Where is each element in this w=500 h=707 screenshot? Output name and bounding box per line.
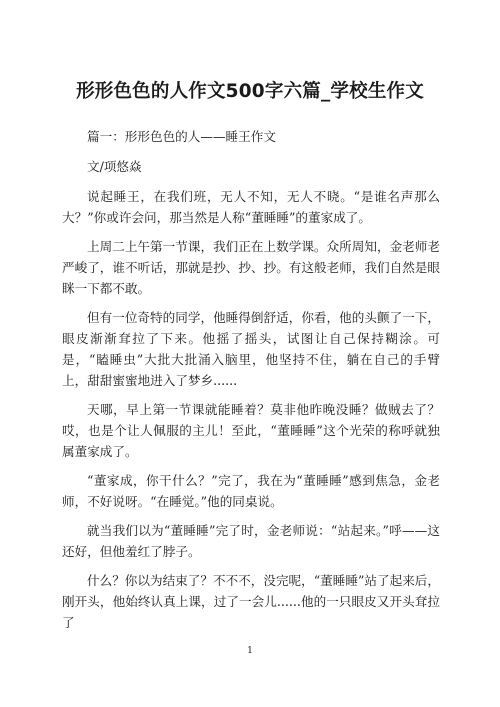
paragraph-5: “董家成，你干什么？”完了，我在为“董睡睡”感到焦急，金老师，不好说呀。“在睡觉。”他的同桌说。	[62, 473, 440, 509]
page-number: 1	[247, 646, 253, 656]
paragraph-3: 但有一位奇特的同学，他睡得倒舒适，你看，他的头颤了一下，眼皮渐渐耷拉了下来。他摇了摇头，试图让自己保持糊涂。可是，“瞌睡虫”大批大批涌入脑里，他坚持不住，躺在自己的手臂上，甜甜蜜蜜地进入了梦乡......	[62, 310, 440, 388]
document-body	[62, 126, 440, 641]
paragraph-6: 就当我们以为“董睡睡”完了时，金老师说：“站起来。”呼——这还好，但他羞红了脖子。	[62, 523, 440, 559]
paragraph-4: 天哪，早上第一节课就能睡着？莫非他昨晚没睡？做贼去了？哎，也是个让人佩服的主儿！至此，“董睡睡”这个光荣的称呼就独属董家成了。	[62, 402, 440, 459]
article-subtitle: 篇一：形形色色的人——睡王作文	[87, 129, 276, 144]
paragraph-7: 什么？你以为结束了？不不不，没完呢，“董睡睡”站了起来后，刚开头，他始终认真上课，过了一会儿......他的一只眼皮又开头耷拉了	[62, 573, 440, 630]
paragraph-2: 上周二上午第一节课，我们正在上数学课。众所周知，金老师老严峻了，谁不听话，那就是抄、抄、抄。有这般老师，我们自然是眼眯一下都不敢。	[62, 239, 440, 296]
document-title: 形形色色的人作文500字六篇_学校生作文	[76, 81, 424, 102]
paragraph-1: 说起睡王，在我们班，无人不知，无人不晓。“是谁名声那么大？”你或许会问，那当然是人称“董睡睡”的董家成了。	[62, 189, 440, 225]
article-author: 文/项悠焱	[87, 159, 142, 174]
